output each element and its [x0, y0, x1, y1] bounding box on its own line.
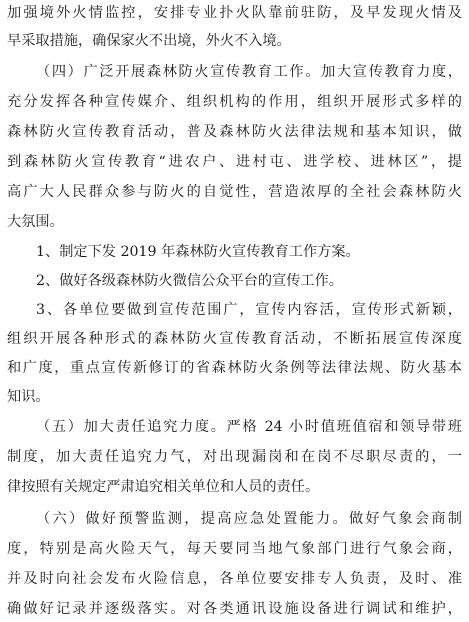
body-text-line: 充分发挥各种宣传媒介、组织机构的作用，组织开展形式多样的	[7, 94, 462, 110]
list-item-line: 2、做好各级森林防火微信公众平台的宣传工作。	[36, 273, 343, 289]
section-heading-line: （五）加大责任追究力度。严格 24 小时值班值宿和领导带班	[36, 419, 462, 435]
body-text-line: 并及时向社会发布火险信息，各单位要安排专人负责，及时、准	[7, 571, 462, 587]
body-text-line: 组织开展各种形式的森林防火宣传教育活动，不断拓展宣传深度	[7, 331, 462, 347]
body-text-line: 加强境外火情监控，安排专业扑火队靠前驻防，及早发现火情及	[7, 5, 462, 21]
list-item-line: 3、各单位要做到宣传范围广，宣传内容活，宣传形式新颖，	[36, 302, 462, 318]
section-heading-line: （六）做好预警监测，提高应急处置能力。做好气象会商制	[36, 511, 462, 527]
section-heading-line: （四）广泛开展森林防火宣传教育工作。加大宣传教育力度，	[36, 64, 462, 80]
body-text-line: 制度，加大责任追究力气，对出现漏岗和在岗不尽职尽责的，一	[7, 449, 462, 465]
body-text-line: 知识。	[7, 389, 50, 405]
body-text-line: 确做好记录并逐级落实。对各类通讯设施设备进行调试和维护，	[7, 601, 462, 617]
body-text-line: 到森林防火宣传教育“进农户、进村屯、进学校、进林区”，提	[7, 154, 462, 170]
body-text-line: 森林防火宣传教育活动，普及森林防火法律法规和基本知识，做	[7, 124, 462, 140]
body-text-line: 大氛围。	[7, 214, 64, 230]
body-text-line: 度，特别是高火险天气，每天要同当地气象部门进行气象会商，	[7, 541, 462, 557]
body-text-line: 和广度，重点宣传新修订的省森林防火条例等法律法规、防火基本	[7, 360, 462, 376]
body-text-line: 早采取措施，确保家火不出境，外火不入境。	[7, 33, 291, 49]
list-item-line: 1、制定下发 2019 年森林防火宣传教育工作方案。	[36, 244, 360, 260]
body-text-line: 高广大人民群众参与防火的自觉性，营造浓厚的全社会森林防火	[7, 184, 462, 200]
body-text-line: 律按照有关规定严肃追究相关单位和人员的责任。	[7, 479, 320, 495]
